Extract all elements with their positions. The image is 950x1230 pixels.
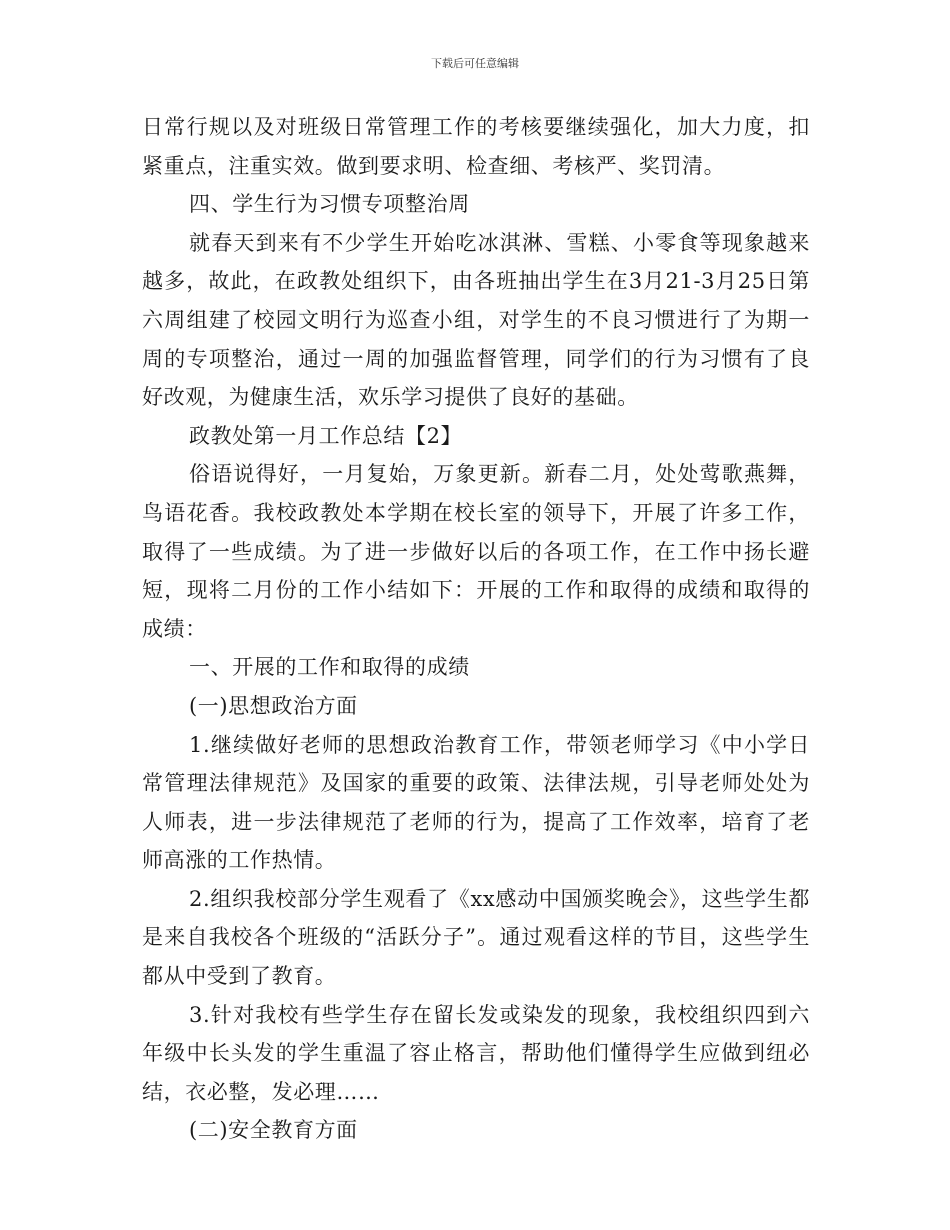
paragraph: 俗语说得好，一月复始，万象更新。新春二月，处处莺歌燕舞，鸟语花香。我校政教处本学期在校长室的领导下，开展了许多工作，取得了一些成绩。为了进一步做好以后的各项工作，在工作中扬长避短，现将二月份的工作小结如下：开展的工作和取得的成绩和取得的成绩： [142, 462, 810, 641]
paragraph: 日常行规以及对班级日常管理工作的考核要继续强化，加大力度，扣紧重点，注重实效。做到要求明、检查细、考核严、奖罚清。 [142, 115, 810, 178]
paragraph: 3.针对我校有些学生存在留长发或染发的现象，我校组织四到六年级中长头发的学生重温了容止格言，帮助他们懂得学生应做到纽必结，衣必整，发必理…… [142, 1002, 810, 1104]
document-title: 政教处第一月工作总结【2】 [189, 423, 463, 448]
paragraph: 就春天到来有不少学生开始吃冰淇淋、雪糕、小零食等现象越来越多，故此，在政教处组织下，由各班抽出学生在3月21-3月25日第六周组建了校园文明行为巡查小组，对学生的不良习惯进行了为期一周的专项整治，通过一周的加强监督管理，同学们的行为习惯有了良好改观，为健康生活，欢乐学习提供了良好的基础。 [142, 230, 810, 410]
section-heading: 四、学生行为习惯专项整治周 [189, 192, 470, 217]
document-body [142, 108, 810, 1150]
page-header: 下载后可任意编辑 [431, 57, 519, 70]
paragraph: 2.组织我校部分学生观看了《xx感动中国颁奖晚会》，这些学生都是来自我校各个班级的“活跃分子”。通过观看这样的节目，这些学生都从中受到了教育。 [142, 886, 810, 989]
paragraph: 1.继续做好老师的思想政治教育工作，带领老师学习《中小学日常管理法律规范》及国家的重要的政策、法律法规，引导老师处处为人师表，进一步法律规范了老师的行为，提高了工作效率，培育了老师高涨的工作热情。 [142, 732, 810, 873]
subsection-heading: (一)思想政治方面 [189, 693, 358, 718]
section-heading: 一、开展的工作和取得的成绩 [189, 655, 470, 680]
subsection-heading: (二)安全教育方面 [189, 1118, 358, 1143]
